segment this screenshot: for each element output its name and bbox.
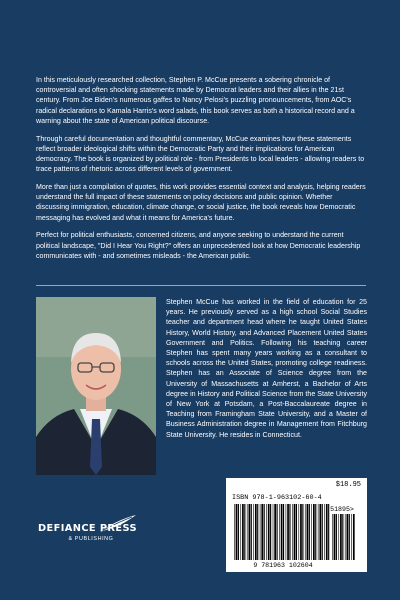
barcode-bar xyxy=(351,514,352,560)
barcode-bar xyxy=(313,504,315,560)
barcode-bar xyxy=(274,504,276,560)
barcode-bar xyxy=(311,504,312,560)
barcode-bar xyxy=(305,504,306,560)
blurb-paragraph: Through careful documentation and thoughtful commentary, McCue examines how these statements reflect broader ideological shifts within the Democratic Party and their implications for American democracy. The book is organized by political role - from Presidents to local leaders - allowing readers to trace patterns of rhetoric across different levels of government. xyxy=(36,134,365,174)
barcode-bar xyxy=(273,504,274,560)
barcode-bar xyxy=(286,504,287,560)
barcode-bar xyxy=(236,504,238,560)
barcode-bar xyxy=(328,504,329,560)
barcode-bar xyxy=(244,504,245,560)
barcode-bar xyxy=(294,504,296,560)
barcode-bar xyxy=(324,504,325,560)
barcode-bar xyxy=(336,514,337,560)
blurb-paragraph: Perfect for political enthusiasts, concerned citizens, and anyone seeking to understand the current political landscape, "Did I Hear You Right?" offers an unprecedented look at how Democratic leadership communicates with - and sometimes misleads - the American public. xyxy=(36,231,361,260)
author-photo xyxy=(36,297,156,475)
barcode-bar xyxy=(257,504,258,560)
barcode-bar xyxy=(255,504,257,560)
barcode-bar xyxy=(261,504,263,560)
barcode-bar xyxy=(281,504,283,560)
barcode-bar xyxy=(353,514,355,560)
barcode-bar xyxy=(340,514,342,560)
barcode-bar xyxy=(251,504,252,560)
barcode-bar xyxy=(318,504,319,560)
barcode-bar xyxy=(349,514,350,560)
barcode-bar xyxy=(309,504,310,560)
barcode-bars xyxy=(232,504,362,562)
barcode-bar xyxy=(338,514,339,560)
barcode-bar xyxy=(268,504,270,560)
barcode-bar xyxy=(283,504,284,560)
barcode-bar xyxy=(332,514,333,560)
publisher-name: DEFIANCE PRESS xyxy=(38,523,137,534)
barcode-bar xyxy=(240,504,241,560)
barcode-bar xyxy=(292,504,293,560)
barcode-bar xyxy=(277,504,278,560)
barcode-bar xyxy=(326,504,328,560)
barcode-bar xyxy=(266,504,267,560)
barcode-bar xyxy=(260,504,261,560)
back-cover-blurb xyxy=(36,75,366,269)
author-bio: Stephen McCue has worked in the field of education for 25 years. He previously served as a high school Social Studies teacher and department head where he taught United States History, World History, and Advanced Placement United States Government and Politics. Following his teaching career Stephen has spent many years working as a consultant to schools across the United States, promoting college readiness. Stephen has an Associate of Science degree from the University of Massachusetts at Amherst, a Bachelor of Arts degree in History and Political Science from the State University of New York at Potsdam, a Post-Baccalaureate degree in Teaching from Framingham State University, and a Master of Business Administration degree in Management from Fitchburg State University. He resides in Connecticut. xyxy=(166,298,367,439)
barcode-addon: 51895> xyxy=(330,506,354,513)
barcode-bar xyxy=(247,504,248,560)
barcode-bar xyxy=(242,504,244,560)
publisher-logo xyxy=(36,514,156,550)
barcode-bar xyxy=(264,504,265,560)
barcode-bar xyxy=(319,504,321,560)
barcode-digits: 9 781963 102604 xyxy=(253,562,313,569)
isbn-text: ISBN 978-1-963102-60-4 xyxy=(232,494,322,502)
barcode-bar xyxy=(238,504,239,560)
barcode-bar xyxy=(302,504,303,560)
barcode-bar xyxy=(234,504,235,560)
blurb-paragraph: In this meticulously researched collection, Stephen P. McCue presents a sobering chronicle of controversial and often shocking statements made by Democrat leaders and their allies in the 21st century. From Joe Biden's numerous gaffes to Nancy Pelosi's puzzling pronouncements, from AOC's radical declarations to Kamala Harris's word salads, this book serves as both a historical record and a warning about the state of American political discourse. xyxy=(36,76,355,125)
barcode-bar xyxy=(249,504,251,560)
barcode-bar xyxy=(299,504,300,560)
barcode-bar xyxy=(342,514,343,560)
barcode-bar xyxy=(287,504,289,560)
barcode-bar xyxy=(279,504,280,560)
barcode-bar xyxy=(322,504,323,560)
barcode-bar xyxy=(345,514,346,560)
price-label: $18.95 xyxy=(335,481,361,489)
barcode-bar xyxy=(334,514,336,560)
barcode-bar xyxy=(270,504,271,560)
blurb-paragraph: More than just a compilation of quotes, this work provides essential context and analysis, helping readers understand the full impact of these statements on policy decisions and public opinion. Whether discussing immigration, education, climate change, or social justice, the book reveals how Democratic messaging has evolved and what it means for America's future. xyxy=(36,183,366,222)
barcode-bar xyxy=(315,504,316,560)
barcode-bar xyxy=(296,504,297,560)
isbn-barcode xyxy=(226,478,367,572)
barcode-bar xyxy=(300,504,302,560)
barcode-bar xyxy=(289,504,290,560)
barcode-bar xyxy=(307,504,309,560)
barcode-bar xyxy=(347,514,349,560)
section-divider xyxy=(36,285,366,286)
publisher-subtitle: & PUBLISHING xyxy=(68,536,114,542)
barcode-bar xyxy=(253,504,254,560)
